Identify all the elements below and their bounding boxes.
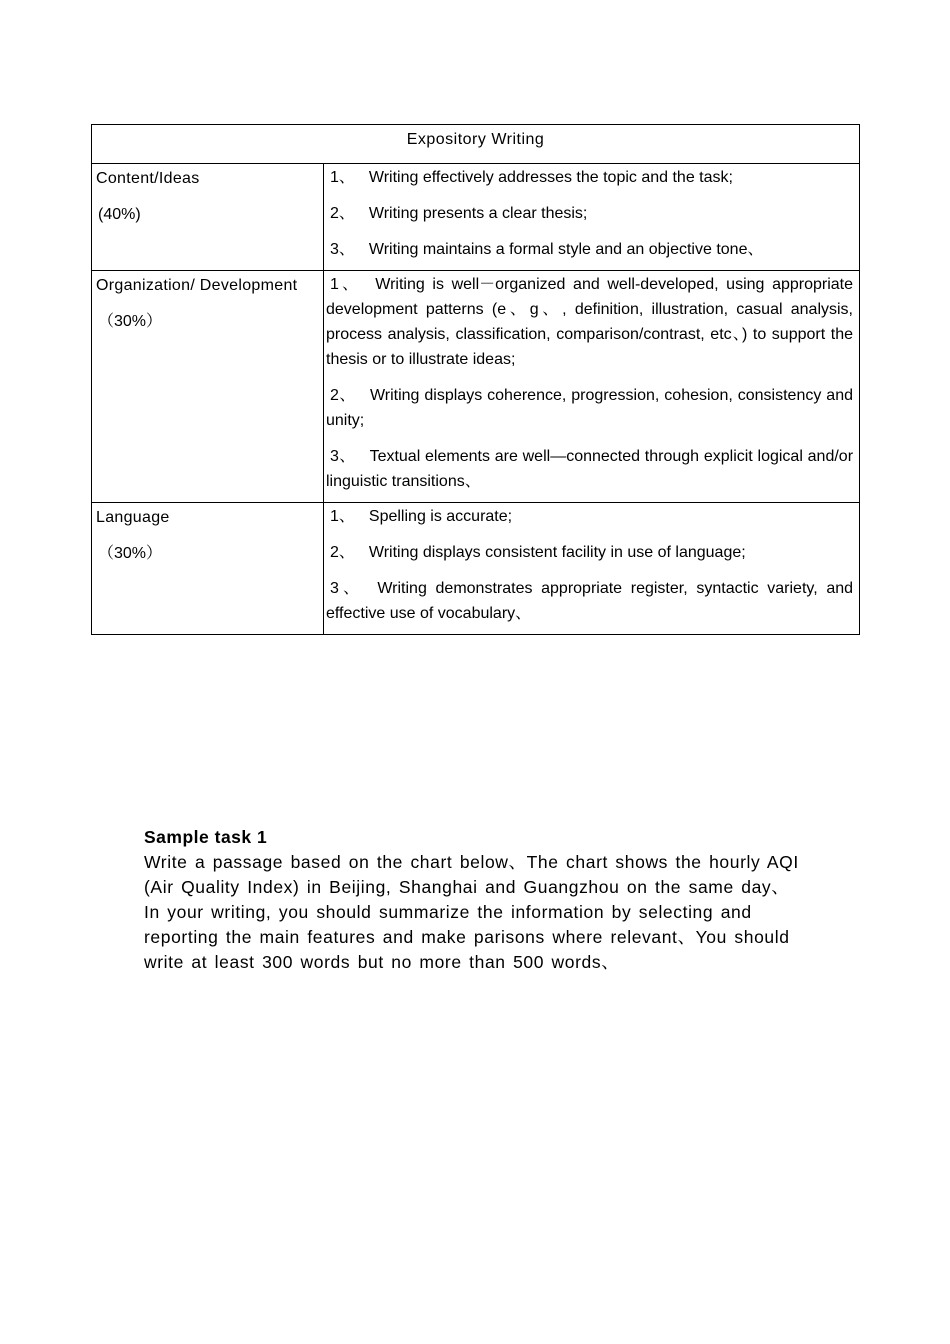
descriptor-text: Writing maintains a formal style and an objective tone、 [368, 241, 764, 258]
rubric-row-content [92, 164, 860, 271]
descriptor-cell [324, 164, 860, 271]
descriptor-text: Writing displays coherence, progression, cohesion, consistency and unity; [326, 387, 854, 429]
descriptor-cell [324, 271, 860, 503]
criterion-weight: (40%) [98, 206, 141, 223]
descriptor-text: Writing displays consistent facility in use of language; [368, 544, 746, 561]
descriptor-text: Writing is well－organized and well-developed, using appropriate development patterns (e、g、, definition, illustration, casual analysis, process analysis, classification, comparison/contrast, etc、) to support the thesis or to illustrate ideas; [326, 276, 854, 368]
criterion-cell [92, 271, 324, 503]
rubric-title-cell [92, 125, 860, 164]
descriptor-item [326, 272, 853, 372]
sample-task-body: Write a passage based on the chart below、The chart shows the hourly AQI (Air Quality Index) in Beijing, Shanghai and Guangzhou on the same day、 In your writing, you should summarize the information by selecting and reporting the main features and make parisons where relevant、You should write at least 300 words but no more than 500 words、 [144, 852, 799, 972]
rubric-row-language [92, 503, 860, 635]
descriptor-item [326, 504, 853, 529]
sample-task-section [144, 825, 804, 975]
descriptor-number: 2、 [330, 387, 356, 404]
rubric-table [91, 124, 860, 635]
sample-task-heading: Sample task 1 [144, 827, 268, 847]
descriptor-number: 2、 [330, 205, 355, 222]
descriptor-item [326, 576, 853, 626]
rubric-title-row [92, 125, 860, 164]
descriptor-number: 1、 [330, 276, 362, 293]
criterion-cell [92, 164, 324, 271]
descriptor-item [326, 165, 853, 190]
descriptor-number: 3、 [330, 580, 364, 597]
descriptor-number: 3、 [330, 241, 355, 258]
descriptor-item [326, 540, 853, 565]
rubric-title: Expository Writing [406, 131, 545, 148]
descriptor-text: Writing effectively addresses the topic and the task; [368, 169, 733, 186]
descriptor-cell [324, 503, 860, 635]
descriptor-number: 1、 [330, 508, 355, 525]
descriptor-item [326, 237, 853, 262]
criterion-weight: （30%） [98, 545, 163, 562]
descriptor-text: Spelling is accurate; [368, 508, 513, 525]
descriptor-item [326, 444, 853, 494]
criterion-cell [92, 503, 324, 635]
descriptor-text: Writing demonstrates appropriate register, syntactic variety, and effective use of vocabulary、 [326, 580, 854, 622]
criterion-name: Language [96, 509, 170, 526]
criterion-name: Organization/ Development [96, 277, 298, 294]
descriptor-number: 2、 [330, 544, 355, 561]
descriptor-number: 1、 [330, 169, 355, 186]
rubric-row-organization [92, 271, 860, 503]
descriptor-item [326, 201, 853, 226]
criterion-name: Content/Ideas [96, 170, 200, 187]
criterion-weight: （30%） [98, 313, 163, 330]
descriptor-text: Writing presents a clear thesis; [368, 205, 588, 222]
descriptor-text: Textual elements are well—connected through explicit logical and/or linguistic transitions、 [326, 448, 854, 490]
descriptor-item [326, 383, 853, 433]
descriptor-number: 3、 [330, 448, 356, 465]
